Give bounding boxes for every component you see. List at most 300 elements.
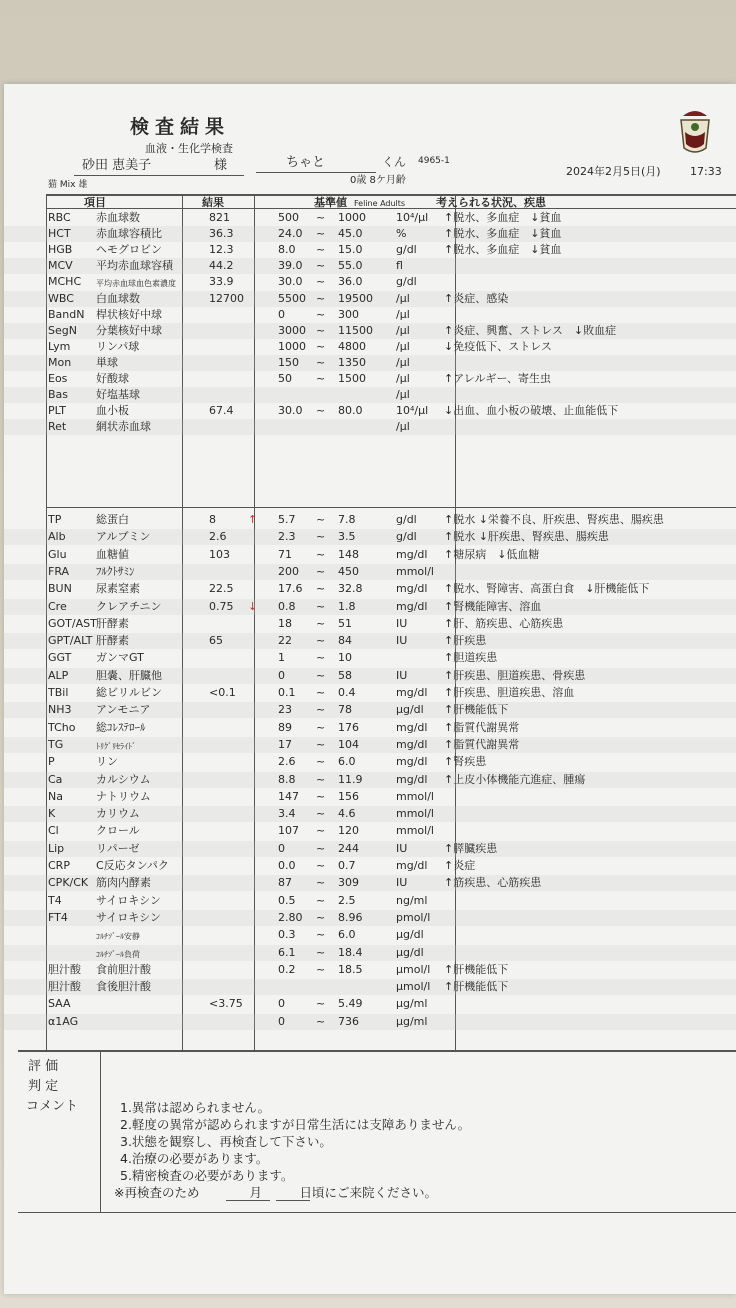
clinic-crest-logo xyxy=(675,108,715,158)
reference-high: 36.0 xyxy=(338,275,363,289)
table-top-border xyxy=(46,194,736,196)
range-tilde: ~ xyxy=(316,720,326,734)
reference-low: 107 xyxy=(278,824,299,838)
reference-unit: mmol/l xyxy=(396,824,434,838)
reference-high: 10 xyxy=(338,651,352,665)
reference-high: 11500 xyxy=(338,323,373,337)
range-tilde: ~ xyxy=(316,876,326,890)
range-tilde: ~ xyxy=(316,404,326,418)
reference-unit: pmol/l xyxy=(396,910,431,924)
reference-high: 78 xyxy=(338,703,352,717)
table-row xyxy=(4,685,736,701)
test-code: Alb xyxy=(48,530,66,544)
range-tilde: ~ xyxy=(316,841,326,855)
reference-unit: IU xyxy=(396,841,408,855)
reference-unit: /μl xyxy=(396,291,410,305)
test-name: ﾄﾘｸﾞﾘｾﾗｲﾄﾞ xyxy=(96,741,136,751)
table-row xyxy=(4,754,736,770)
interpretation-note: ↑肝、筋疾患、心筋疾患 xyxy=(444,616,564,630)
test-result: 22.5 xyxy=(209,582,234,596)
reference-high: 0.7 xyxy=(338,859,356,872)
test-result: <0.1 xyxy=(209,686,236,699)
reference-high: 1.8 xyxy=(338,599,356,613)
reference-low: 0.2 xyxy=(278,962,296,976)
test-code: WBC xyxy=(48,291,74,305)
report-date: 2024年2月5日(月) xyxy=(566,165,661,178)
reference-low: 0.3 xyxy=(278,928,296,942)
table-row xyxy=(4,599,736,615)
test-name: 好塩基球 xyxy=(96,388,140,402)
test-name: アルブミン xyxy=(96,530,151,544)
interpretation-note: ↑肝機能低下 xyxy=(444,980,509,994)
test-code: RBC xyxy=(48,211,71,224)
test-name: 総ｺﾚｽﾃﾛｰﾙ xyxy=(96,720,146,734)
test-name: アンモニア xyxy=(96,703,151,717)
table-row xyxy=(4,875,736,891)
reference-high: 6.0 xyxy=(338,928,356,942)
test-name: 白血球数 xyxy=(96,291,140,305)
reference-high: 18.4 xyxy=(338,945,363,959)
test-code: Mon xyxy=(48,355,72,369)
test-name: 平均赤血球血色素濃度 xyxy=(96,279,176,289)
table-row xyxy=(4,355,736,371)
test-name: リパーゼ xyxy=(96,841,140,855)
owner-name: 砂田 恵美子 xyxy=(82,158,152,173)
reference-unit: /μl xyxy=(396,323,410,337)
reference-unit: g/dl xyxy=(396,275,417,289)
comment-label-comment: コメント xyxy=(26,1099,79,1114)
range-tilde: ~ xyxy=(316,582,326,596)
test-name: ｺﾙﾁｿﾞｰﾙ負荷 xyxy=(96,949,140,959)
test-name: サイロキシン xyxy=(96,910,161,924)
range-tilde: ~ xyxy=(316,227,326,241)
table-row xyxy=(4,720,736,736)
reference-unit: mg/dl xyxy=(396,582,428,596)
interpretation-note: ↑肝疾患、胆道疾患、骨疾患 xyxy=(444,668,586,682)
range-tilde: ~ xyxy=(316,513,326,526)
reference-unit: μg/ml xyxy=(396,1014,428,1028)
test-name: 網状赤血球 xyxy=(96,420,151,434)
comment-option-1: 1.異常は認められません。 xyxy=(120,1100,271,1115)
test-name: 食後胆汁酸 xyxy=(96,980,151,994)
reference-low: 87 xyxy=(278,876,292,890)
test-name: 肝酵素 xyxy=(96,616,129,630)
table-row xyxy=(4,962,736,978)
reference-unit: mg/dl xyxy=(396,859,428,872)
test-code: Lym xyxy=(48,339,71,353)
range-tilde: ~ xyxy=(316,275,326,289)
record-id: 4965-1 xyxy=(418,156,450,166)
interpretation-note: ↑筋疾患、心筋疾患 xyxy=(444,876,542,890)
reference-unit: mmol/l xyxy=(396,807,434,821)
reference-low: 0.5 xyxy=(278,893,296,907)
range-tilde: ~ xyxy=(316,259,326,273)
owner-honorific: 様 xyxy=(214,158,228,173)
range-tilde: ~ xyxy=(316,755,326,769)
comment-option-3: 3.状態を観察し、再検査して下さい。 xyxy=(120,1134,332,1149)
table-row xyxy=(4,512,736,528)
comment-label-evaluation: 評 価 xyxy=(28,1059,59,1074)
table-row xyxy=(4,210,736,226)
table-row xyxy=(4,806,736,822)
interpretation-note: ↑炎症 xyxy=(444,859,476,872)
reference-unit: g/dl xyxy=(396,530,417,544)
table-row xyxy=(4,564,736,580)
comment-option-2: 2.軽度の異常が認められますが日常生活には支障ありません。 xyxy=(120,1117,471,1132)
test-result: 821 xyxy=(209,211,230,224)
reference-unit: mg/dl xyxy=(396,599,428,613)
reference-high: 300 xyxy=(338,307,359,321)
section-divider xyxy=(46,507,736,508)
table-row xyxy=(4,529,736,545)
abnormal-flag: ↑ xyxy=(248,513,258,526)
test-name: 食前胆汁酸 xyxy=(96,962,151,976)
reference-low: 0 xyxy=(278,307,285,321)
test-code: FT4 xyxy=(48,910,68,924)
range-tilde: ~ xyxy=(316,859,326,872)
test-name: 総蛋白 xyxy=(96,513,129,526)
comment-option-4: 4.治療の必要があります。 xyxy=(120,1151,269,1166)
reference-low: 2.6 xyxy=(278,755,296,769)
reference-low: 0 xyxy=(278,997,285,1011)
table-row xyxy=(4,547,736,563)
reference-high: 18.5 xyxy=(338,962,363,976)
reference-unit: μmol/l xyxy=(396,980,431,994)
reference-high: 19500 xyxy=(338,291,373,305)
reference-low: 2.80 xyxy=(278,910,303,924)
reference-high: 0.4 xyxy=(338,686,356,699)
reference-unit: g/dl xyxy=(396,513,417,526)
reference-unit: /μl xyxy=(396,372,410,385)
interpretation-note: ↑肝疾患 xyxy=(444,634,487,648)
reference-high: 4.6 xyxy=(338,807,356,821)
test-code: GGT xyxy=(48,651,72,665)
test-code: 胆汁酸 xyxy=(48,962,81,976)
reference-low: 5500 xyxy=(278,291,306,305)
table-row xyxy=(4,945,736,961)
range-tilde: ~ xyxy=(316,807,326,821)
reference-unit: g/dl xyxy=(396,243,417,257)
reference-high: 736 xyxy=(338,1014,359,1028)
test-code: Glu xyxy=(48,547,67,561)
reference-low: 30.0 xyxy=(278,275,303,289)
comment-bottom-border xyxy=(18,1212,736,1213)
test-code: Ca xyxy=(48,772,63,786)
recheck-month-blank xyxy=(226,1200,270,1201)
range-tilde: ~ xyxy=(316,962,326,976)
interpretation-note: ↑肝疾患、胆道疾患、溶血 xyxy=(444,686,575,699)
test-code: Bas xyxy=(48,388,69,402)
test-name: 赤血球数 xyxy=(96,211,140,224)
reference-high: 1000 xyxy=(338,211,366,224)
test-name: 筋肉内酵素 xyxy=(96,876,151,890)
species-line: 猫 Mix 雄 xyxy=(48,180,88,190)
pet-name: ちゃと xyxy=(286,155,326,170)
range-tilde: ~ xyxy=(316,616,326,630)
recheck-day-blank xyxy=(276,1200,310,1201)
reference-high: 1350 xyxy=(338,355,366,369)
test-code: FRA xyxy=(48,564,70,578)
interpretation-note: ↑脱水、多血症 ↓貧血 xyxy=(444,227,562,241)
reference-low: 6.1 xyxy=(278,945,296,959)
table-row xyxy=(4,633,736,649)
range-tilde: ~ xyxy=(316,997,326,1011)
test-result: 12700 xyxy=(209,291,244,305)
range-tilde: ~ xyxy=(316,824,326,838)
test-code: CPK/CK xyxy=(48,876,89,890)
range-tilde: ~ xyxy=(316,211,326,224)
test-name: リンパ球 xyxy=(96,339,140,353)
test-code: HGB xyxy=(48,243,73,257)
test-name: 好酸球 xyxy=(96,372,129,385)
reference-low: 0 xyxy=(278,668,285,682)
interpretation-note: ↑肝機能低下 xyxy=(444,962,509,976)
reference-unit: /μl xyxy=(396,307,410,321)
test-name: 血糖値 xyxy=(96,547,129,561)
test-code: Cre xyxy=(48,599,67,613)
reference-high: 32.8 xyxy=(338,582,363,596)
lab-report-sheet xyxy=(4,84,736,1294)
reference-high: 11.9 xyxy=(338,772,363,786)
test-result: 67.4 xyxy=(209,404,234,418)
reference-low: 1 xyxy=(278,651,285,665)
table-row xyxy=(4,371,736,387)
abnormal-flag: ↓ xyxy=(248,599,258,613)
interpretation-note: ↓免疫低下、ストレス xyxy=(444,339,552,353)
range-tilde: ~ xyxy=(316,651,326,665)
range-tilde: ~ xyxy=(316,564,326,578)
interpretation-note: ↑アレルギー、寄生虫 xyxy=(444,372,552,385)
table-row xyxy=(4,893,736,909)
table-row xyxy=(4,841,736,857)
reference-unit: IU xyxy=(396,616,408,630)
test-code: P xyxy=(48,755,55,769)
interpretation-note: ↑炎症、興奮、ストレス ↓敗血症 xyxy=(444,323,617,337)
reference-high: 2.5 xyxy=(338,893,356,907)
test-code: MCV xyxy=(48,259,73,273)
table-row xyxy=(4,789,736,805)
reference-low: 0.0 xyxy=(278,859,296,872)
range-tilde: ~ xyxy=(316,668,326,682)
test-code: T4 xyxy=(48,893,62,907)
test-result: 36.3 xyxy=(209,227,234,241)
range-tilde: ~ xyxy=(316,547,326,561)
test-name: ｺﾙﾁｿﾞｰﾙ安静 xyxy=(96,932,140,942)
table-row xyxy=(4,339,736,355)
reference-low: 17 xyxy=(278,737,292,751)
test-code: BUN xyxy=(48,582,72,596)
interpretation-note: ↓出血、血小板の破壊、止血能低下 xyxy=(444,404,619,418)
pet-underline xyxy=(256,172,376,173)
table-row xyxy=(4,387,736,403)
reference-low: 3000 xyxy=(278,323,306,337)
table-row xyxy=(4,581,736,597)
table-row xyxy=(4,258,736,274)
reference-low: 0.1 xyxy=(278,686,296,699)
range-tilde: ~ xyxy=(316,772,326,786)
range-tilde: ~ xyxy=(316,686,326,699)
reference-high: 58 xyxy=(338,668,352,682)
report-time: 17:33 xyxy=(690,165,722,178)
range-tilde: ~ xyxy=(316,372,326,385)
reference-unit: mg/dl xyxy=(396,686,428,699)
table-row xyxy=(4,927,736,943)
reference-high: 156 xyxy=(338,789,359,803)
reference-unit: fl xyxy=(396,259,403,273)
range-tilde: ~ xyxy=(316,945,326,959)
reference-unit: IU xyxy=(396,634,408,648)
report-title: 検査結果 xyxy=(130,116,231,138)
test-result: 103 xyxy=(209,547,230,561)
pet-honorific: くん xyxy=(382,155,407,169)
table-row xyxy=(4,291,736,307)
range-tilde: ~ xyxy=(316,355,326,369)
test-code: ALP xyxy=(48,668,69,682)
reference-high: 148 xyxy=(338,547,359,561)
reference-low: 17.6 xyxy=(278,582,303,596)
test-code: MCHC xyxy=(48,275,82,289)
range-tilde: ~ xyxy=(316,928,326,942)
reference-unit: IU xyxy=(396,876,408,890)
col-header-reference-note: Feline Adults xyxy=(354,199,406,208)
interpretation-note: ↑脱水、多血症 ↓貧血 xyxy=(444,211,562,224)
reference-low: 23 xyxy=(278,703,292,717)
test-code: TG xyxy=(48,737,64,751)
test-code: GPT/ALT xyxy=(48,634,93,648)
test-name: 桿状核好中球 xyxy=(96,307,162,321)
test-code: CRP xyxy=(48,859,70,872)
reference-unit: /μl xyxy=(396,355,410,369)
reference-high: 104 xyxy=(338,737,359,751)
table-row xyxy=(4,403,736,419)
reference-low: 8.0 xyxy=(278,243,296,257)
reference-high: 6.0 xyxy=(338,755,356,769)
reference-unit: mg/dl xyxy=(396,772,428,786)
reference-high: 4800 xyxy=(338,339,366,353)
test-result: 2.6 xyxy=(209,530,227,544)
test-result: 12.3 xyxy=(209,243,234,257)
interpretation-note: ↑胆道疾患 xyxy=(444,651,498,665)
comment-label-judgement: 判 定 xyxy=(28,1079,59,1094)
table-bottom-border xyxy=(18,1050,736,1052)
reference-low: 71 xyxy=(278,547,292,561)
table-row xyxy=(4,323,736,339)
test-code: PLT xyxy=(48,404,66,418)
reference-unit: mmol/l xyxy=(396,789,434,803)
range-tilde: ~ xyxy=(316,323,326,337)
table-row xyxy=(4,910,736,926)
test-name: 平均赤血球容積 xyxy=(96,259,173,273)
range-tilde: ~ xyxy=(316,910,326,924)
reference-low: 3.4 xyxy=(278,807,296,821)
range-tilde: ~ xyxy=(316,599,326,613)
reference-unit: IU xyxy=(396,668,408,682)
reference-unit: μg/dl xyxy=(396,945,424,959)
reference-high: 309 xyxy=(338,876,359,890)
reference-low: 0.8 xyxy=(278,599,296,613)
test-name: クレアチニン xyxy=(96,599,162,613)
reference-high: 7.8 xyxy=(338,513,356,526)
range-tilde: ~ xyxy=(316,291,326,305)
interpretation-note: ↑腎機能障害、溶血 xyxy=(444,599,542,613)
test-code: 胆汁酸 xyxy=(48,980,81,994)
interpretation-note: ↑脱水、腎障害、高蛋白食 ↓肝機能低下 xyxy=(444,582,650,596)
reference-unit: /μl xyxy=(396,420,410,434)
reference-low: 0 xyxy=(278,1014,285,1028)
range-tilde: ~ xyxy=(316,703,326,717)
comment-option-5: 5.精密検査の必要があります。 xyxy=(120,1168,294,1183)
test-code: HCT xyxy=(48,227,71,241)
recheck-notice: ※再検査のため 月 日頃にご来院ください。 xyxy=(114,1185,437,1200)
table-row xyxy=(4,1014,736,1030)
test-result: 44.2 xyxy=(209,259,234,273)
reference-low: 5.7 xyxy=(278,513,296,526)
interpretation-note: ↑脱水 ↓肝疾患、腎疾患、腸疾患 xyxy=(444,530,609,544)
range-tilde: ~ xyxy=(316,1014,326,1028)
interpretation-note: ↑脂質代謝異常 xyxy=(444,720,520,734)
reference-low: 500 xyxy=(278,211,299,224)
reference-low: 147 xyxy=(278,789,299,803)
test-name: 胆嚢、肝臓他 xyxy=(96,668,162,682)
reference-unit: μg/dl xyxy=(396,703,424,717)
test-name: 単球 xyxy=(96,355,118,369)
test-code: Lip xyxy=(48,841,65,855)
reference-unit: mg/dl xyxy=(396,737,428,751)
test-code: Ret xyxy=(48,420,67,434)
test-result: 0.75 xyxy=(209,599,234,613)
reference-high: 3.5 xyxy=(338,530,356,544)
owner-underline xyxy=(74,175,244,176)
reference-low: 8.8 xyxy=(278,772,296,786)
test-name: ナトリウム xyxy=(96,789,151,803)
table-row xyxy=(4,242,736,258)
test-code: TCho xyxy=(48,720,76,734)
col-header-item: 項目 xyxy=(84,196,106,209)
test-name: カルシウム xyxy=(96,772,151,786)
range-tilde: ~ xyxy=(316,530,326,544)
reference-unit: mg/dl xyxy=(396,547,428,561)
reference-unit: μg/dl xyxy=(396,928,424,942)
reference-low: 2.3 xyxy=(278,530,296,544)
table-row xyxy=(4,226,736,242)
interpretation-note: ↑糖尿病 ↓低血糖 xyxy=(444,547,540,561)
test-name: リン xyxy=(96,755,118,769)
range-tilde: ~ xyxy=(316,307,326,321)
test-name: 総ビリルビン xyxy=(96,686,162,699)
test-name: カリウム xyxy=(96,807,140,821)
reference-low: 22 xyxy=(278,634,292,648)
test-code: Na xyxy=(48,789,63,803)
test-code: Cl xyxy=(48,824,59,838)
comment-label-divider xyxy=(100,1052,101,1212)
reference-high: 244 xyxy=(338,841,359,855)
table-row xyxy=(4,616,736,632)
interpretation-note: ↑肝機能低下 xyxy=(444,703,509,717)
reference-low: 50 xyxy=(278,372,292,385)
reference-unit: mg/dl xyxy=(396,720,428,734)
reference-high: 8.96 xyxy=(338,910,363,924)
reference-unit: ng/ml xyxy=(396,893,428,907)
test-code: SAA xyxy=(48,997,71,1011)
reference-unit: μmol/l xyxy=(396,962,431,976)
test-code: BandN xyxy=(48,307,85,321)
reference-high: 5.49 xyxy=(338,997,363,1011)
reference-high: 84 xyxy=(338,634,352,648)
reference-unit: μg/ml xyxy=(396,997,428,1011)
test-code: Eos xyxy=(48,372,68,385)
table-row xyxy=(4,274,736,290)
reference-unit: mg/dl xyxy=(396,755,428,769)
